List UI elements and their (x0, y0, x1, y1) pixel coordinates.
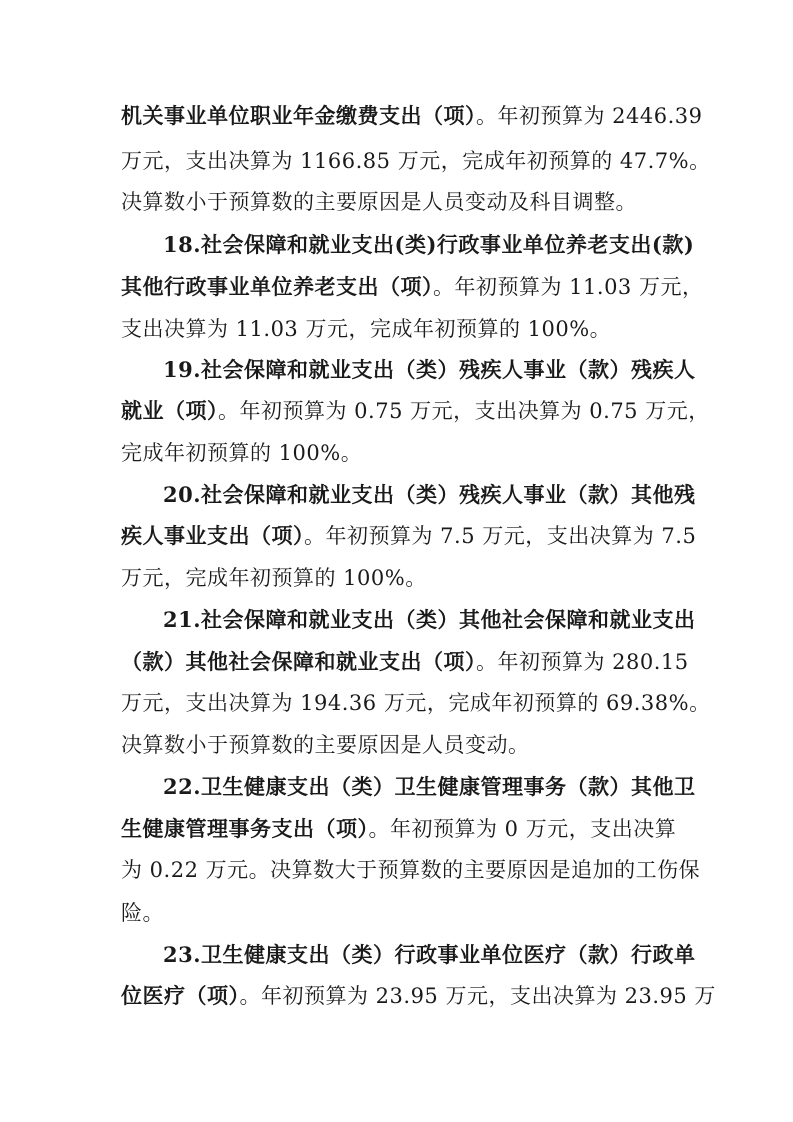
line-text: 。年初预算为 0 万元，支出决算 (368, 817, 677, 841)
line-heading: 其他行政事业单位养老支出（项） (121, 274, 433, 299)
line-text: 。年初预算为 7.5 万元，支出决算为 7.5 (304, 524, 697, 548)
text-line (121, 519, 697, 553)
line-text: 。年初预算为 23.95 万元，支出决算为 23.95 万 (239, 984, 716, 1008)
text-line (163, 938, 696, 972)
line-heading: 就业（项） (121, 398, 218, 423)
text-line (121, 185, 676, 219)
line-heading: 18.社会保障和就业支出(类)行政事业单位养老支出(款) (163, 232, 695, 257)
line-heading: 20.社会保障和就业支出（类）残疾人事业（款）其他残 (163, 482, 696, 507)
text-line (121, 144, 711, 178)
text-line (121, 812, 676, 846)
line-text: 为 0.22 万元。决算数大于预算数的主要原因是追加的工伤保 (121, 858, 701, 882)
text-line (163, 353, 696, 387)
text-line (121, 728, 676, 762)
line-text: 万元，支出决算为 194.36 万元，完成年初预算的 69.38%。 (121, 691, 711, 715)
line-heading: 生健康管理事务支出（项） (121, 816, 369, 841)
text-line (121, 394, 710, 428)
line-text: 。年初预算为 2446.39 (476, 104, 703, 128)
text-line (121, 686, 711, 720)
text-line (121, 436, 676, 470)
text-line (121, 270, 704, 304)
line-text: 完成年初预算的 100%。 (121, 441, 363, 465)
line-heading: 位医疗（项） (121, 983, 240, 1008)
line-heading: （款）其他社会保障和就业支出（项） (121, 649, 476, 674)
line-heading: 21.社会保障和就业支出（类）其他社会保障和就业支出 (163, 607, 696, 632)
text-line (121, 896, 676, 930)
text-line (121, 979, 716, 1013)
line-text: 支出决算为 11.03 万元，完成年初预算的 100%。 (121, 317, 612, 341)
line-text: 万元，完成年初预算的 100%。 (121, 566, 427, 590)
text-line (121, 853, 701, 887)
text-line (121, 561, 676, 595)
line-heading: 机关事业单位职业年金缴费支出（项） (121, 103, 476, 128)
line-text: 决算数小于预算数的主要原因是人员变动及科目调整。 (121, 190, 637, 214)
text-line (121, 312, 676, 346)
text-line (121, 645, 689, 679)
line-text: 险。 (121, 901, 164, 925)
text-line (163, 478, 696, 512)
line-heading: 19.社会保障和就业支出（类）残疾人事业（款）残疾人 (163, 357, 696, 382)
line-heading: 疾人事业支出（项） (121, 523, 304, 548)
text-line (121, 99, 703, 133)
text-line (163, 228, 695, 262)
line-heading: 22.卫生健康支出（类）卫生健康管理事务（款）其他卫 (163, 774, 696, 799)
line-text: 。年初预算为 11.03 万元， (433, 275, 704, 299)
text-line (163, 770, 696, 804)
line-text: 决算数小于预算数的主要原因是人员变动。 (121, 733, 530, 757)
line-text: 。年初预算为 280.15 (476, 650, 689, 674)
line-text: 。年初预算为 0.75 万元，支出决算为 0.75 万元， (218, 399, 710, 423)
text-line (163, 603, 696, 637)
line-text: 万元，支出决算为 1166.85 万元，完成年初预算的 47.7%。 (121, 149, 711, 173)
line-heading: 23.卫生健康支出（类）行政事业单位医疗（款）行政单 (163, 942, 696, 967)
